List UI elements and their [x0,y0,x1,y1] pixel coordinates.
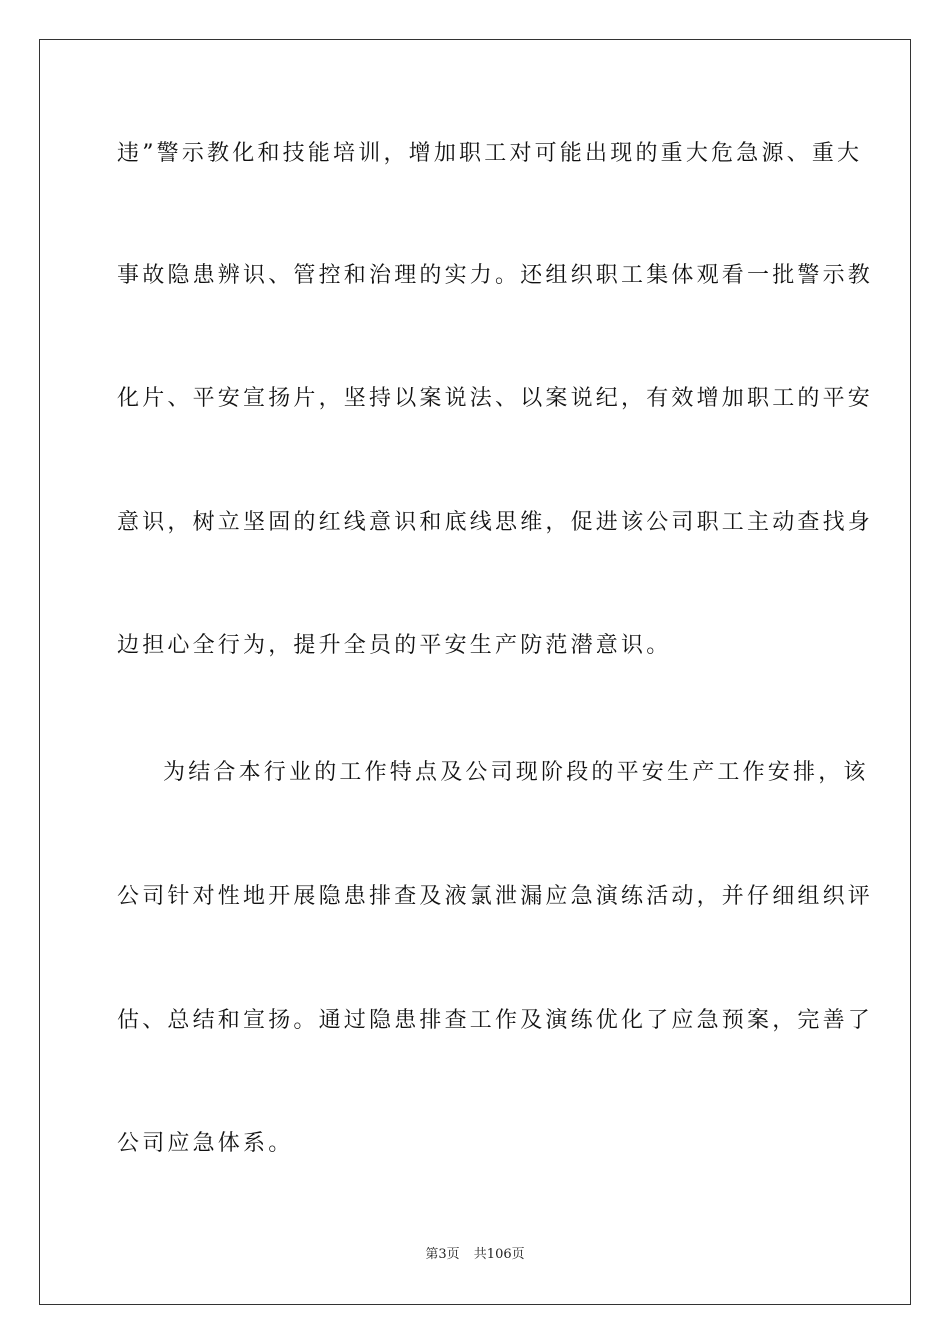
paragraph-line: 意识，树立坚固的红线意识和底线思维，促进该公司职工主动查找身 [117,510,874,535]
paragraph-line: 公司应急体系。 [117,1131,294,1156]
paragraph-line: 为结合本行业的工作特点及公司现阶段的平安生产工作安排，该 [163,760,869,785]
paragraph-line: 估、总结和宣扬。通过隐患排查工作及演练优化了应急预案，完善了 [117,1008,874,1033]
paragraph-line: 事故隐患辨识、管控和治理的实力。还组织职工集体观看一批警示教 [117,263,874,288]
paragraph-line: 公司针对性地开展隐患排查及液氯泄漏应急演练活动，并仔细组织评 [117,884,874,909]
paragraph-line: 边担心全行为，提升全员的平安生产防范潜意识。 [117,633,672,658]
page-frame [39,39,911,1305]
paragraph-line: 违”警示教化和技能培训，增加职工对可能出现的重大危急源、重大 [117,141,863,166]
paragraph-line: 化片、平安宣扬片，坚持以案说法、以案说纪，有效增加职工的平安 [117,386,874,411]
page-footer [0,1246,950,1264]
page-total: 共106页 [473,1247,525,1262]
page-number: 第3页 [425,1247,460,1262]
